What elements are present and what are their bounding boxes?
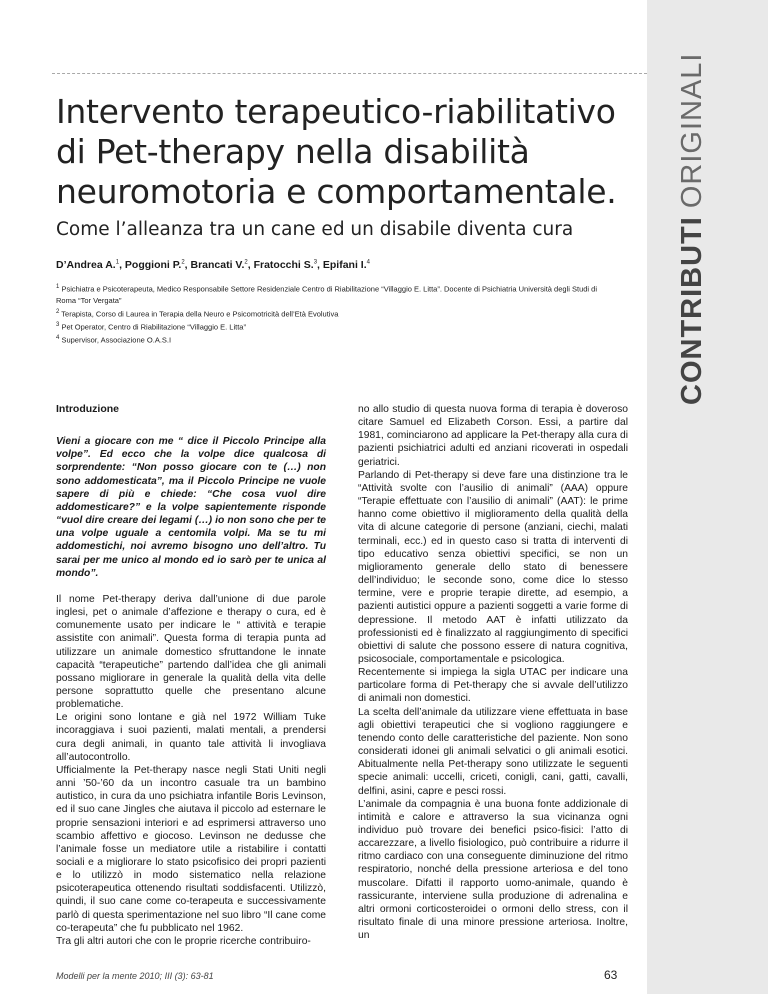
author-affiliation-ref: 3 bbox=[313, 259, 318, 266]
author-name: Poggioni P. bbox=[124, 259, 182, 271]
body-paragraph: no allo studio di questa nuova forma di terapia è doveroso citare Samuel ed Elizabeth Corson. Essi, a partire dal 1981, cominciarono ad applicare la Pet-therapy alla cura di pazienti psichiatrici adulti ed anziani ricoverati in ospedali geriatrici. bbox=[358, 404, 628, 468]
section-label bbox=[671, 45, 713, 405]
affiliations bbox=[56, 282, 616, 346]
epigraph-quote: Vieni a giocare con me “ dice il Piccolo Principe alla volpe”. Ed ecco che la volpe dice qualcosa di sorprendente: “Non posso giocare con te (…) non sono addomesticata”, ma il Piccolo Principe ne vuole sapere di più e chiede: “Che cosa vuol dire addomesticare?” e la volpe sapientemente risponde “vuol dire creare dei legami (…) io non sono che per te una volpe uguale a centomila volpi. Ma se tu mi addomestichi, noi avremo bisogno uno dell’altro. Tu sarai per me unico al mondo ed io sarò per te unica al mondo”. bbox=[56, 436, 326, 579]
article-subtitle: Come l’alleanza tra un cane ed un disabile diventa cura bbox=[56, 219, 574, 240]
author-name: Brancati V. bbox=[190, 259, 245, 271]
body-paragraph: Le origini sono lontane e già nel 1972 William Tuke incoraggiava i suoi pazienti, malati mentali, a prendersi cura degli animali, in quanto tale attività li invogliava all’autocontrollo. bbox=[56, 712, 326, 763]
body-paragraph: Il nome Pet-therapy deriva dall’unione di due parole inglesi, pet o animale d’affezione e therapy o cura, ed è comunemente usato per indicare le “ attività e terapie assistite con animali”. Questa forma di terapia punta ad utilizzare un animale domestico sfruttandone le innate capacità “terapeutiche” partendo dall’idea che gli animali possano migliorare in generale la qualità della vita delle persone soprattutto quelle che presentano alcune problematiche. bbox=[56, 593, 326, 711]
body-column-right bbox=[358, 403, 628, 942]
author-affiliation-ref: 1 bbox=[115, 259, 120, 266]
affiliation-item: $^4$ Supervisor, Associazione O.A.S.I bbox=[56, 334, 172, 344]
author-list: D’Andrea A.$^1$, Poggioni P.$^2$, Brancati V.$^2$, Fratocchi S.$^3$, Epifani I.$^4$ bbox=[56, 259, 370, 271]
journal-citation: Modelli per la mente 2010; III (3): 63-81 bbox=[56, 971, 214, 981]
author-affiliation-ref: 2 bbox=[244, 259, 248, 266]
body-paragraph: Recentemente si impiega la sigla UTAC per indicare una particolare forma di Pet-therapy che si avvale dell’utilizzo di animali non domestici. bbox=[358, 667, 628, 705]
body-column-left bbox=[56, 403, 326, 948]
author-name: Fratocchi S. bbox=[253, 259, 314, 271]
body-paragraph: Parlando di Pet-therapy si deve fare una distinzione tra le “Attività svolte con l’ausilio di animali” (AAA) oppure “Terapie effettuate con l’ausilio di animali” (AAT): le prime hanno come obiettivo il miglioramento della qualità della vita di alcune categorie di persone (anziani, ciechi, malati terminali, ecc.) ed in questo caso si tratta di interventi di tipo educativo senza obiettivi specifici, se non un miglioramento generale dello stato di benessere dell’individuo; le seconde sono, come dice lo stesso termine, vere e proprie terapie dirette, ad esempio, a pazienti autistici oppure a pazienti soggetti a varie forme di depressione. Il metodo AAT è infatti utilizzato da professionisti ed è finalizzato al raggiungimento di specifici obiettivi di salute che possono essere di natura cognitiva, psicosociale, comportamentale e psicologica. bbox=[358, 469, 628, 665]
section-label-light: ORIGINALI bbox=[675, 52, 708, 209]
page-number: 63 bbox=[604, 968, 618, 982]
section-label-bold: CONTRIBUTI bbox=[675, 216, 708, 405]
body-paragraph: La scelta dell’animale da utilizzare viene effettuata in base agli obiettivi terapeutici che si vogliono raggiungere e tenendo conto delle caratteristiche del paziente. Non sono considerati idonei gli animali selvatici o gli animali esotici. Abitualmente nella Pet-therapy sono utilizzate le seguenti specie animali: uccelli, criceti, conigli, cani, gatti, cavalli, delfini, asini, capre e pesci rossi. bbox=[358, 706, 628, 797]
author-name: D’Andrea A. bbox=[56, 259, 116, 271]
body-paragraph: Tra gli altri autori che con le proprie ricerche contribuiro- bbox=[56, 935, 311, 947]
author-name: Epifani I. bbox=[322, 259, 367, 271]
article-title: Intervento terapeutico-riabilitativo di Pet-therapy nella disabilità neuromotoria e comportamentale. bbox=[56, 92, 617, 211]
affiliation-item: $^1$ Psichiatra e Psicoterapeuta, Medico Responsabile Settore Residenziale Centro di Riabilitazione “Villaggio E. Litta”. Docente di Psichiatria Università degli Studi di Roma “Tor Vergata” bbox=[56, 284, 597, 305]
author-affiliation-ref: 2 bbox=[181, 259, 185, 266]
header-divider bbox=[52, 73, 647, 74]
affiliation-item: $^3$ Pet Operator, Centro di Riabilitazione “Villaggio E. Litta” bbox=[56, 321, 246, 331]
body-paragraph: L’animale da compagnia è una buona fonte addizionale di intimità e calore e attraverso la sua vicinanza ogni individuo può trovare dei benefici psico-fisici: l’atto di accarezzare, a livello fisiologico, può contribuire a ridurre il ritmo cardiaco con una conseguente diminuzione del ritmo respiratorio, nonché della pressione arteriosa e del tono muscolare. Difatti il rapporto uomo-animale, quando è rassicurante, interviene sulla produzione di adrenalina e altri ormoni corticosteroidei o ormoni dello stress, con il risultato finale di una minore pressione arteriosa. Inoltre, un bbox=[358, 798, 628, 942]
author-affiliation-ref: 4 bbox=[366, 259, 370, 266]
section-heading: Introduzione bbox=[56, 403, 119, 415]
body-paragraph: Ufficialmente la Pet-therapy nasce negli Stati Uniti negli anni ’50-’60 da un incontro casuale tra un bambino autistico, in cura da uno psichiatra infantile Boris Levinson, ed il suo cane Jingles che aiutava il piccolo ad esternare le proprie sensazioni interiori e ad esprimersi attraverso uno scambio affettivo e giocoso. Levinson ne dedusse che l’animale fosse un mediatore utile a ristabilire i contatti sociali e a migliorare lo stato psicofisico dei propri pazienti e lo utilizzò in modo sistematico nella relazione psicoterapeutica ottenendo risultati soddisfacenti. Utilizzò, quindi, il suo cane come co-terapeuta e successivamente parlò di questa sperimentazione nel suo libro “Il cane come co-terapeuta” che fu pubblicato nel 1962. bbox=[56, 764, 326, 934]
affiliation-item: $^2$ Terapista, Corso di Laurea in Terapia della Neuro e Psicomotricità dell’Età Evolutiva bbox=[56, 308, 339, 318]
